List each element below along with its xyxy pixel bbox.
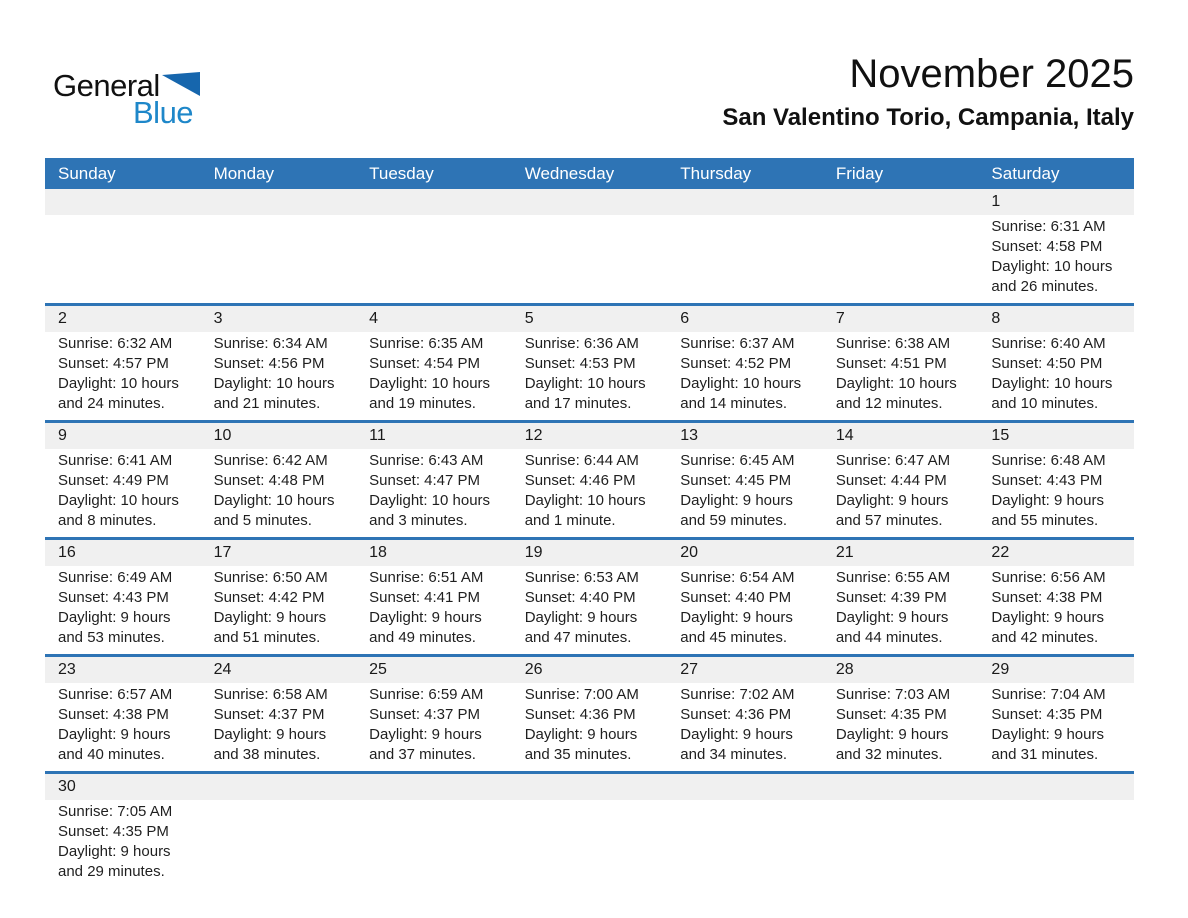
daylight-text-line1: Daylight: 9 hours — [991, 492, 1104, 509]
day-number: 5 — [524, 310, 534, 327]
day-cell — [201, 566, 357, 654]
daylight-text-line1: Daylight: 10 hours — [213, 492, 335, 509]
day-cell — [823, 449, 979, 537]
day-number: 21 — [835, 544, 854, 561]
daylight-text-line2: and 44 minutes. — [835, 629, 943, 646]
day-number: 20 — [680, 544, 699, 561]
daylight-text-line1: Daylight: 10 hours — [58, 492, 179, 509]
day-cell — [356, 566, 512, 654]
daylight-text-line2: and 19 minutes. — [369, 395, 476, 412]
sunset-text: Sunset: 4:40 PM — [680, 589, 792, 606]
daylight-text-line1: Daylight: 9 hours — [835, 492, 949, 509]
day-number: 26 — [524, 661, 543, 678]
day-cell — [667, 800, 823, 888]
daylight-text-line1: Daylight: 10 hours — [524, 492, 646, 509]
weekday-label: Saturday — [991, 163, 1060, 183]
calendar-page — [45, 0, 1134, 888]
sunset-text: Sunset: 4:57 PM — [58, 355, 169, 372]
day-number: 12 — [524, 427, 543, 444]
daylight-text-line2: and 34 minutes. — [680, 746, 788, 763]
daylight-text-line2: and 14 minutes. — [680, 395, 788, 412]
weekday-header — [45, 158, 1134, 189]
daylight-text-line2: and 42 minutes. — [991, 629, 1099, 646]
day-cell — [356, 215, 512, 303]
sunrise-text: Sunrise: 7:00 AM — [524, 686, 639, 703]
daylight-text-line2: and 53 minutes. — [58, 629, 165, 646]
day-number-strip — [45, 423, 1134, 449]
daylight-text-line1: Daylight: 9 hours — [835, 609, 949, 626]
sunrise-text: Sunrise: 6:35 AM — [369, 335, 484, 352]
day-cell — [823, 683, 979, 771]
week-row — [45, 303, 1134, 420]
day-details-strip — [45, 800, 1134, 888]
daylight-text-line1: Daylight: 10 hours — [991, 375, 1113, 392]
day-number: 24 — [213, 661, 232, 678]
daylight-text-line2: and 31 minutes. — [991, 746, 1099, 763]
sunset-text: Sunset: 4:42 PM — [213, 589, 325, 606]
day-number-strip — [45, 657, 1134, 683]
sunset-text: Sunset: 4:35 PM — [835, 706, 947, 723]
daylight-text-line1: Daylight: 9 hours — [835, 726, 949, 743]
day-cell — [201, 449, 357, 537]
day-cell — [667, 566, 823, 654]
day-cell — [201, 800, 357, 888]
page-title: November 2025 — [849, 52, 1134, 96]
day-cell — [667, 215, 823, 303]
daylight-text-line2: and 26 minutes. — [991, 278, 1099, 295]
sunrise-text: Sunrise: 6:44 AM — [524, 452, 639, 469]
daylight-text-line2: and 37 minutes. — [369, 746, 476, 763]
day-details-strip — [45, 449, 1134, 537]
day-cell — [512, 683, 668, 771]
daylight-text-line1: Daylight: 9 hours — [58, 609, 171, 626]
day-number: 8 — [991, 310, 1001, 327]
sunset-text: Sunset: 4:56 PM — [213, 355, 325, 372]
day-number: 14 — [835, 427, 854, 444]
day-cell — [978, 215, 1134, 303]
day-cell — [512, 449, 668, 537]
sunrise-text: Sunrise: 6:41 AM — [58, 452, 173, 469]
daylight-text-line1: Daylight: 9 hours — [991, 726, 1104, 743]
daylight-text-line1: Daylight: 9 hours — [680, 609, 793, 626]
daylight-text-line2: and 3 minutes. — [369, 512, 468, 529]
sunset-text: Sunset: 4:47 PM — [369, 472, 481, 489]
daylight-text-line2: and 51 minutes. — [213, 629, 321, 646]
day-cell — [356, 332, 512, 420]
day-number-strip — [45, 189, 1134, 215]
sunset-text: Sunset: 4:49 PM — [58, 472, 169, 489]
sunset-text: Sunset: 4:54 PM — [369, 355, 481, 372]
sunset-text: Sunset: 4:52 PM — [680, 355, 792, 372]
day-number: 27 — [680, 661, 699, 678]
day-cell — [356, 800, 512, 888]
sunrise-text: Sunrise: 6:55 AM — [835, 569, 951, 586]
sunrise-text: Sunrise: 6:47 AM — [835, 452, 951, 469]
day-cell — [512, 332, 668, 420]
page-subtitle: San Valentino Torio, Campania, Italy — [722, 104, 1134, 131]
general-blue-logo — [53, 70, 200, 128]
sunset-text: Sunset: 4:38 PM — [991, 589, 1103, 606]
daylight-text-line2: and 32 minutes. — [835, 746, 943, 763]
daylight-text-line2: and 38 minutes. — [213, 746, 321, 763]
sunrise-text: Sunrise: 6:56 AM — [991, 569, 1106, 586]
daylight-text-line1: Daylight: 9 hours — [524, 726, 638, 743]
daylight-text-line2: and 35 minutes. — [524, 746, 632, 763]
day-number: 15 — [991, 427, 1010, 444]
daylight-text-line1: Daylight: 9 hours — [58, 843, 171, 860]
day-number: 25 — [369, 661, 387, 678]
daylight-text-line2: and 5 minutes. — [213, 512, 312, 529]
sunrise-text: Sunrise: 6:42 AM — [213, 452, 328, 469]
day-number: 3 — [213, 310, 223, 327]
daylight-text-line1: Daylight: 9 hours — [524, 609, 638, 626]
day-cell — [45, 683, 201, 771]
week-row — [45, 420, 1134, 537]
daylight-text-line2: and 8 minutes. — [58, 512, 157, 529]
day-cell — [978, 449, 1134, 537]
sunrise-text: Sunrise: 6:43 AM — [369, 452, 484, 469]
day-cell — [201, 215, 357, 303]
day-cell — [512, 566, 668, 654]
day-number: 6 — [680, 310, 690, 327]
week-row — [45, 771, 1134, 888]
daylight-text-line1: Daylight: 9 hours — [991, 609, 1104, 626]
day-cell — [45, 215, 201, 303]
day-cell — [667, 332, 823, 420]
sunrise-text: Sunrise: 7:05 AM — [58, 803, 173, 820]
day-cell — [667, 449, 823, 537]
day-number: 23 — [58, 661, 76, 678]
day-cell — [823, 215, 979, 303]
daylight-text-line2: and 24 minutes. — [58, 395, 165, 412]
sunset-text: Sunset: 4:50 PM — [991, 355, 1103, 372]
weekday-label: Tuesday — [369, 163, 434, 183]
sunset-text: Sunset: 4:51 PM — [835, 355, 947, 372]
day-number: 4 — [369, 310, 379, 327]
sunset-text: Sunset: 4:48 PM — [213, 472, 325, 489]
sunrise-text: Sunrise: 6:49 AM — [58, 569, 173, 586]
daylight-text-line2: and 10 minutes. — [991, 395, 1099, 412]
day-cell — [823, 332, 979, 420]
day-cell — [823, 566, 979, 654]
weekday-label: Thursday — [680, 163, 752, 183]
day-cell — [356, 683, 512, 771]
day-number: 18 — [369, 544, 387, 561]
sunset-text: Sunset: 4:37 PM — [369, 706, 481, 723]
sunset-text: Sunset: 4:44 PM — [835, 472, 947, 489]
day-number-strip — [45, 540, 1134, 566]
daylight-text-line1: Daylight: 10 hours — [369, 492, 491, 509]
sunrise-text: Sunrise: 6:40 AM — [991, 335, 1106, 352]
sunrise-text: Sunrise: 6:38 AM — [835, 335, 951, 352]
sunset-text: Sunset: 4:58 PM — [991, 238, 1103, 255]
daylight-text-line2: and 59 minutes. — [680, 512, 788, 529]
day-number: 22 — [991, 544, 1010, 561]
day-number: 17 — [213, 544, 232, 561]
week-row — [45, 537, 1134, 654]
sunrise-text: Sunrise: 6:34 AM — [213, 335, 328, 352]
sunset-text: Sunset: 4:43 PM — [58, 589, 169, 606]
sunrise-text: Sunrise: 6:31 AM — [991, 218, 1106, 235]
day-number: 2 — [58, 310, 67, 327]
day-cell — [978, 332, 1134, 420]
day-number: 30 — [58, 778, 76, 795]
day-cell — [978, 566, 1134, 654]
day-number: 1 — [991, 193, 1001, 210]
daylight-text-line1: Daylight: 10 hours — [369, 375, 491, 392]
day-cell — [356, 449, 512, 537]
day-cell — [667, 683, 823, 771]
sunset-text: Sunset: 4:46 PM — [524, 472, 636, 489]
week-row — [45, 654, 1134, 771]
day-number: 11 — [369, 427, 386, 444]
daylight-text-line1: Daylight: 10 hours — [524, 375, 646, 392]
daylight-text-line2: and 49 minutes. — [369, 629, 476, 646]
sunrise-text: Sunrise: 6:37 AM — [680, 335, 795, 352]
day-details-strip — [45, 566, 1134, 654]
logo-text-blue: Blue — [133, 95, 194, 130]
calendar — [45, 158, 1134, 888]
daylight-text-line1: Daylight: 10 hours — [835, 375, 957, 392]
daylight-text-line2: and 57 minutes. — [835, 512, 943, 529]
sunrise-text: Sunrise: 6:59 AM — [369, 686, 484, 703]
day-cell — [45, 449, 201, 537]
day-details-strip — [45, 332, 1134, 420]
daylight-text-line1: Daylight: 9 hours — [58, 726, 171, 743]
daylight-text-line1: Daylight: 10 hours — [213, 375, 335, 392]
calendar-weeks — [45, 189, 1134, 888]
sunrise-text: Sunrise: 6:45 AM — [680, 452, 795, 469]
page-header — [45, 0, 1134, 158]
day-number: 28 — [835, 661, 854, 678]
sunrise-text: Sunrise: 6:32 AM — [58, 335, 173, 352]
sunset-text: Sunset: 4:35 PM — [991, 706, 1103, 723]
day-number: 10 — [213, 427, 232, 444]
daylight-text-line1: Daylight: 9 hours — [369, 726, 482, 743]
day-number: 19 — [524, 544, 543, 561]
logo-text-general: General — [53, 68, 160, 103]
weekday-label: Monday — [213, 163, 275, 183]
sunset-text: Sunset: 4:40 PM — [524, 589, 636, 606]
day-cell — [201, 332, 357, 420]
week-row — [45, 189, 1134, 303]
sunset-text: Sunset: 4:41 PM — [369, 589, 481, 606]
weekday-label: Sunday — [58, 163, 116, 183]
sunset-text: Sunset: 4:35 PM — [58, 823, 169, 840]
daylight-text-line1: Daylight: 10 hours — [58, 375, 179, 392]
sunrise-text: Sunrise: 6:48 AM — [991, 452, 1106, 469]
sunset-text: Sunset: 4:39 PM — [835, 589, 947, 606]
day-details-strip — [45, 683, 1134, 771]
logo-triangle-icon — [162, 72, 200, 96]
sunrise-text: Sunrise: 7:03 AM — [835, 686, 951, 703]
sunrise-text: Sunrise: 6:54 AM — [680, 569, 795, 586]
sunrise-text: Sunrise: 6:53 AM — [524, 569, 639, 586]
daylight-text-line1: Daylight: 9 hours — [680, 492, 793, 509]
day-cell — [978, 800, 1134, 888]
daylight-text-line2: and 55 minutes. — [991, 512, 1099, 529]
day-number: 7 — [835, 310, 845, 327]
sunset-text: Sunset: 4:43 PM — [991, 472, 1103, 489]
sunrise-text: Sunrise: 7:02 AM — [680, 686, 795, 703]
sunset-text: Sunset: 4:45 PM — [680, 472, 792, 489]
sunrise-text: Sunrise: 6:58 AM — [213, 686, 328, 703]
daylight-text-line1: Daylight: 9 hours — [213, 609, 327, 626]
daylight-text-line2: and 40 minutes. — [58, 746, 165, 763]
sunset-text: Sunset: 4:36 PM — [680, 706, 792, 723]
sunset-text: Sunset: 4:38 PM — [58, 706, 169, 723]
weekday-label: Wednesday — [524, 163, 615, 183]
day-cell — [978, 683, 1134, 771]
daylight-text-line1: Daylight: 10 hours — [991, 258, 1113, 275]
day-number: 29 — [991, 661, 1010, 678]
day-details-strip — [45, 215, 1134, 303]
sunset-text: Sunset: 4:36 PM — [524, 706, 636, 723]
day-cell — [45, 332, 201, 420]
title-block — [722, 52, 1134, 131]
day-number-strip — [45, 774, 1134, 800]
day-cell — [45, 566, 201, 654]
sunrise-text: Sunrise: 7:04 AM — [991, 686, 1106, 703]
day-cell — [823, 800, 979, 888]
daylight-text-line2: and 1 minute. — [524, 512, 616, 529]
day-cell — [512, 800, 668, 888]
daylight-text-line2: and 21 minutes. — [213, 395, 321, 412]
sunrise-text: Sunrise: 6:57 AM — [58, 686, 173, 703]
sunrise-text: Sunrise: 6:50 AM — [213, 569, 328, 586]
daylight-text-line2: and 47 minutes. — [524, 629, 632, 646]
daylight-text-line2: and 12 minutes. — [835, 395, 943, 412]
daylight-text-line1: Daylight: 9 hours — [369, 609, 482, 626]
sunrise-text: Sunrise: 6:51 AM — [369, 569, 484, 586]
day-number-strip — [45, 306, 1134, 332]
day-number: 9 — [58, 427, 67, 444]
sunset-text: Sunset: 4:37 PM — [213, 706, 325, 723]
daylight-text-line1: Daylight: 9 hours — [213, 726, 327, 743]
day-cell — [201, 683, 357, 771]
daylight-text-line2: and 17 minutes. — [524, 395, 632, 412]
daylight-text-line1: Daylight: 10 hours — [680, 375, 802, 392]
day-cell — [45, 800, 201, 888]
weekday-label: Friday — [835, 163, 884, 183]
day-number: 16 — [58, 544, 76, 561]
day-number: 13 — [680, 427, 699, 444]
daylight-text-line2: and 45 minutes. — [680, 629, 788, 646]
daylight-text-line2: and 29 minutes. — [58, 863, 165, 880]
sunset-text: Sunset: 4:53 PM — [524, 355, 636, 372]
day-cell — [512, 215, 668, 303]
sunrise-text: Sunrise: 6:36 AM — [524, 335, 639, 352]
daylight-text-line1: Daylight: 9 hours — [680, 726, 793, 743]
